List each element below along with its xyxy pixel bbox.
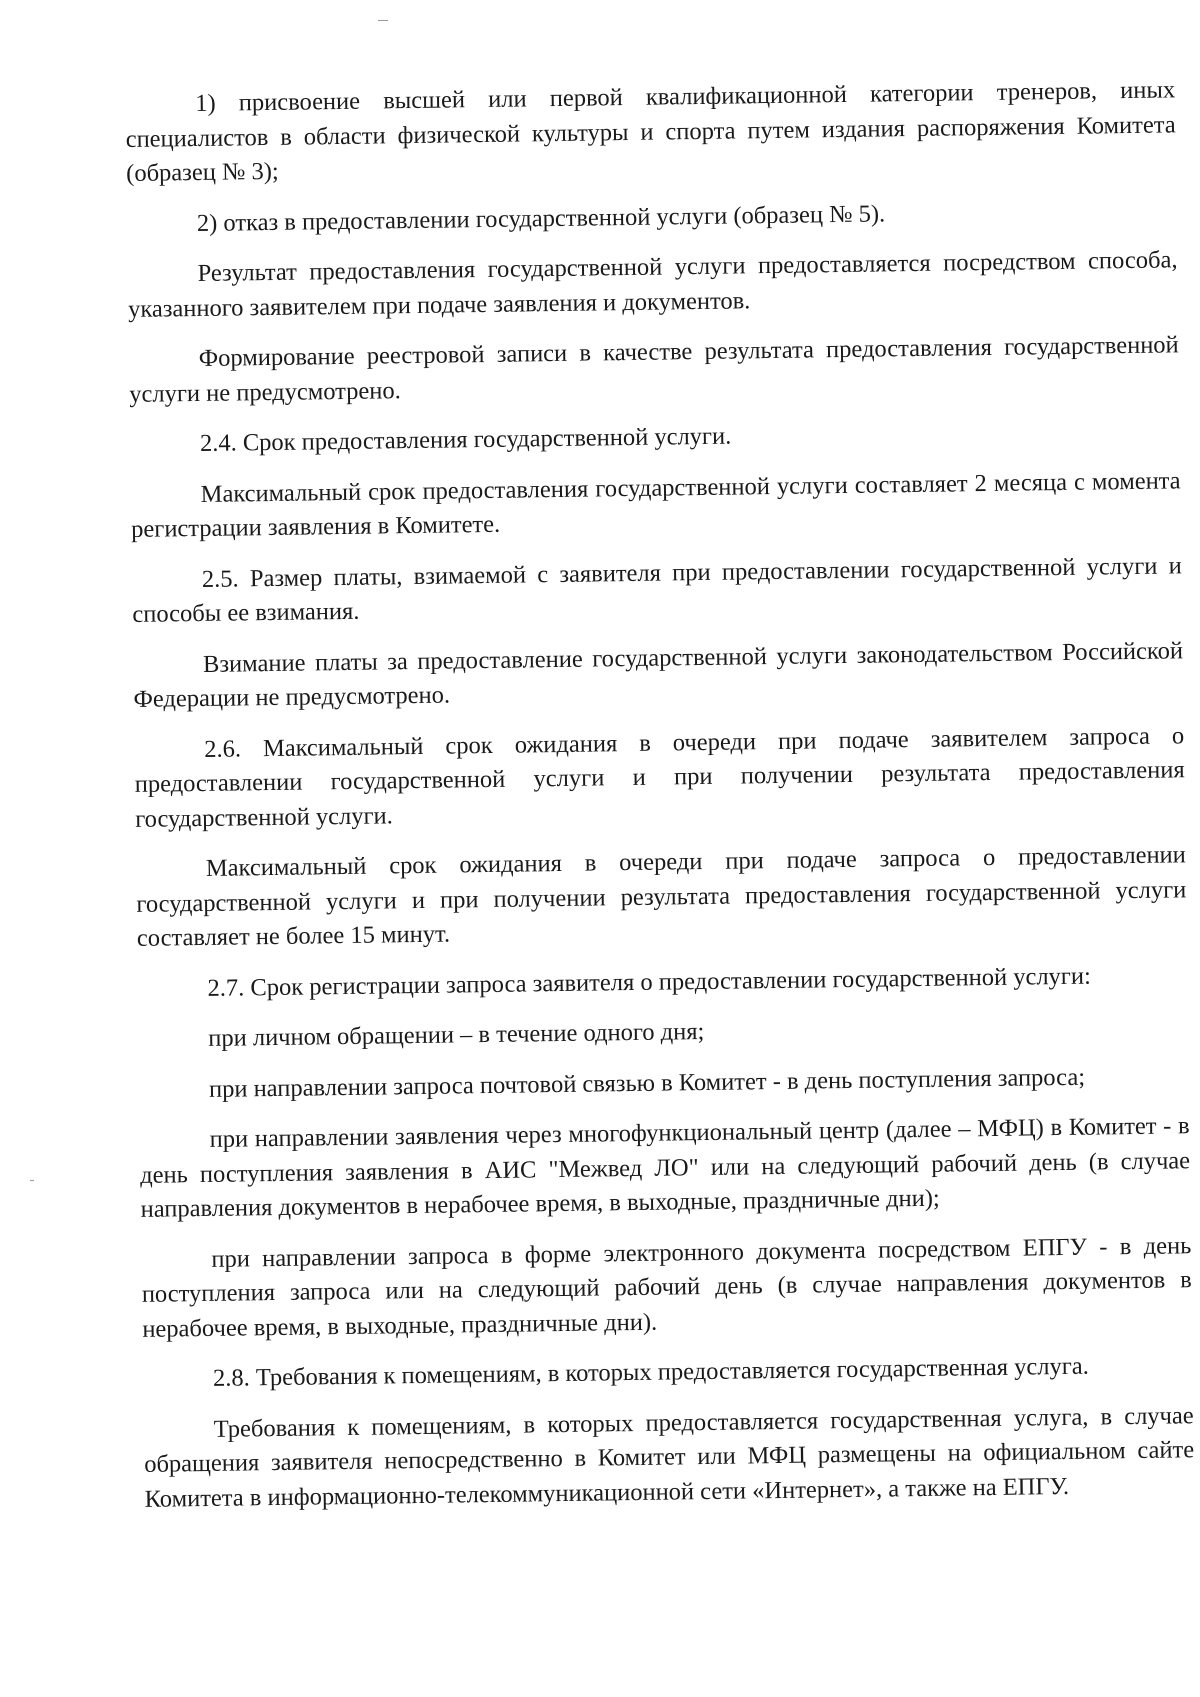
- section-heading-2-8: 2.8. Требования к помещениям, в которых предоставляется государственная услуга.: [212, 1352, 1089, 1392]
- section-heading-2-6: 2.6. Максимальный срок ожидания в очереди при подаче заявителем запроса о предоставлении государственной услуги и при получении результата предоставления государственной услуги.: [134, 721, 1185, 833]
- scan-artifact-top: [378, 20, 388, 21]
- document-body: [125, 73, 1195, 1517]
- paragraph-fee: Взимание платы за предоставление государственной услуги законодательством Российской Федерации не предусмотрено.: [133, 636, 1184, 713]
- paragraph-result-assignment: 1) присвоение высшей или первой квалификационной категории тренеров, иных специалистов в области физической культуры и спорта путем издания распоряжения Комитета (образец № 3);: [125, 76, 1176, 187]
- paragraph-premises-requirements: Требования к помещениям, в которых предоставляется государственная услуга, в случае обращения заявителя непосредственно в Комитет или МФЦ размещены на официальном сайте Комитета в информационно-телекоммуникационной сети «Интернет», а также на ЕПГУ.: [144, 1401, 1195, 1513]
- paragraph-result-refusal: 2) отказ в предоставлении государственной услуги (образец № 5).: [196, 199, 886, 237]
- paragraph-registry-record: Формирование реестровой записи в качестве результата предоставления государственной услуги не предусмотрено.: [129, 331, 1179, 408]
- section-heading-2-7: 2.7. Срок регистрации запроса заявителя о предоставлении государственной услуги:: [207, 962, 1091, 1002]
- paragraph-mfc-request: при направлении заявления через многофункциональный центр (далее – МФЦ) в Комитет - в день поступления заявления в АИС "Межвед ЛО" или на следующий рабочий день (в случае направления документов в нерабочее время, в выходные, праздничные дни);: [139, 1112, 1191, 1223]
- paragraph-postal-request: при направлении запроса почтовой связью в Комитет - в день поступления запроса;: [208, 1063, 1086, 1103]
- section-heading-2-4: 2.4. Срок предоставления государственной услуги.: [199, 422, 732, 457]
- section-heading-2-5: 2.5. Размер платы, взимаемой с заявителя при предоставлении государственной услуги и способы ее взимания.: [132, 551, 1182, 628]
- paragraph-result-delivery: Результат предоставления государственной услуги предоставляется посредством способа, указанного заявителем при подаче заявления и документов.: [127, 246, 1178, 323]
- paragraph-personal-visit: при личном обращении – в течение одного дня;: [208, 1018, 705, 1052]
- paragraph-queue-time: Максимальный срок ожидания в очереди при подаче запроса о предоставлении государственной услуги и при получении результата предоставления государственной услуги составляет не более 15 минут.: [136, 841, 1187, 952]
- paragraph-epgu-request: при направлении запроса в форме электронного документа посредством ЕПГУ - в день поступления запроса или на следующий рабочий день (в случае направления документов в нерабочее время, в выходные, праздничные дни).: [141, 1231, 1192, 1343]
- scan-artifact-left: [30, 1180, 34, 1181]
- paragraph-max-term: Максимальный срок предоставления государственной услуги составляет 2 месяца с момента регистрации заявления в Комитете.: [130, 466, 1181, 543]
